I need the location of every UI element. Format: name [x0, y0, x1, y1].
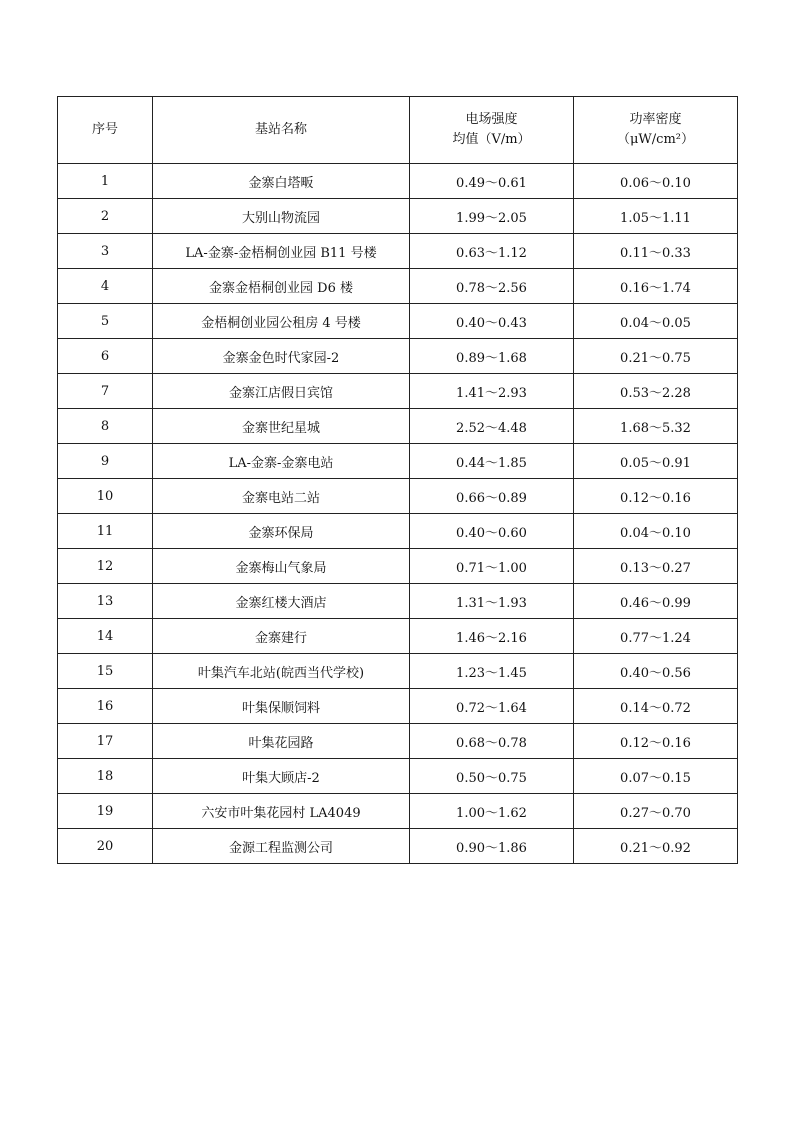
measurement-table [57, 96, 738, 864]
cell-field-strength: 0.66～0.89 [410, 479, 574, 514]
cell-field-strength: 0.71～1.00 [410, 549, 574, 584]
cell-index: 17 [58, 724, 153, 759]
header-field-strength [410, 97, 574, 164]
cell-power-density: 0.06～0.10 [574, 164, 738, 199]
cell-field-strength: 0.72～1.64 [410, 689, 574, 724]
table-row [58, 549, 738, 584]
cell-index: 6 [58, 339, 153, 374]
cell-index: 20 [58, 829, 153, 864]
cell-station-name: LA-金寨-金寨电站 [153, 444, 410, 479]
cell-station-name: 叶集汽车北站(皖西当代学校) [153, 654, 410, 689]
cell-power-density: 0.11～0.33 [574, 234, 738, 269]
cell-field-strength: 0.49～0.61 [410, 164, 574, 199]
table-row [58, 724, 738, 759]
cell-power-density: 0.16～1.74 [574, 269, 738, 304]
cell-index: 13 [58, 584, 153, 619]
cell-index: 16 [58, 689, 153, 724]
cell-field-strength: 0.78～2.56 [410, 269, 574, 304]
cell-power-density: 0.21～0.92 [574, 829, 738, 864]
table-row [58, 164, 738, 199]
cell-field-strength: 1.99～2.05 [410, 199, 574, 234]
cell-field-strength: 2.52～4.48 [410, 409, 574, 444]
cell-index: 4 [58, 269, 153, 304]
header-power-density [574, 97, 738, 164]
cell-index: 10 [58, 479, 153, 514]
table-row [58, 689, 738, 724]
table-row [58, 759, 738, 794]
cell-power-density: 0.21～0.75 [574, 339, 738, 374]
cell-field-strength: 0.40～0.43 [410, 304, 574, 339]
cell-station-name: LA-金寨-金梧桐创业园 B11 号楼 [153, 234, 410, 269]
cell-station-name: 金寨世纪星城 [153, 409, 410, 444]
cell-power-density: 0.40～0.56 [574, 654, 738, 689]
cell-field-strength: 1.41～2.93 [410, 374, 574, 409]
cell-station-name: 金寨梅山气象局 [153, 549, 410, 584]
header-field-strength-line1: 电场强度 [465, 112, 518, 127]
cell-index: 15 [58, 654, 153, 689]
cell-field-strength: 0.50～0.75 [410, 759, 574, 794]
table-row [58, 584, 738, 619]
table-row [58, 374, 738, 409]
table-row [58, 479, 738, 514]
cell-station-name: 六安市叶集花园村 LA4049 [153, 794, 410, 829]
cell-index: 7 [58, 374, 153, 409]
table-row [58, 234, 738, 269]
cell-index: 1 [58, 164, 153, 199]
cell-field-strength: 1.31～1.93 [410, 584, 574, 619]
cell-station-name: 金寨电站二站 [153, 479, 410, 514]
cell-power-density: 0.05～0.91 [574, 444, 738, 479]
cell-index: 9 [58, 444, 153, 479]
cell-field-strength: 0.44～1.85 [410, 444, 574, 479]
table-row [58, 794, 738, 829]
table-row [58, 199, 738, 234]
header-station-name: 基站名称 [153, 97, 410, 164]
table-row [58, 304, 738, 339]
cell-power-density: 0.53～2.28 [574, 374, 738, 409]
header-power-density-line1: 功率密度 [629, 112, 682, 127]
cell-station-name: 叶集大顾店-2 [153, 759, 410, 794]
cell-station-name: 大别山物流园 [153, 199, 410, 234]
table-row [58, 409, 738, 444]
header-power-density-line2: （μW/cm²） [616, 132, 694, 147]
cell-field-strength: 1.46～2.16 [410, 619, 574, 654]
cell-field-strength: 0.63～1.12 [410, 234, 574, 269]
header-field-strength-line2: 均值（V/m） [452, 132, 531, 147]
cell-power-density: 1.68～5.32 [574, 409, 738, 444]
cell-index: 19 [58, 794, 153, 829]
cell-index: 14 [58, 619, 153, 654]
cell-station-name: 金寨金色时代家园-2 [153, 339, 410, 374]
cell-index: 2 [58, 199, 153, 234]
cell-power-density: 0.07～0.15 [574, 759, 738, 794]
cell-power-density: 0.04～0.10 [574, 514, 738, 549]
table-row [58, 444, 738, 479]
cell-field-strength: 0.90～1.86 [410, 829, 574, 864]
cell-station-name: 金寨建行 [153, 619, 410, 654]
cell-station-name: 金寨环保局 [153, 514, 410, 549]
cell-field-strength: 1.23～1.45 [410, 654, 574, 689]
cell-power-density: 0.46～0.99 [574, 584, 738, 619]
cell-station-name: 金寨红楼大酒店 [153, 584, 410, 619]
cell-power-density: 0.04～0.05 [574, 304, 738, 339]
cell-index: 12 [58, 549, 153, 584]
table-row [58, 339, 738, 374]
cell-field-strength: 0.89～1.68 [410, 339, 574, 374]
table-header-row [58, 97, 738, 164]
cell-field-strength: 1.00～1.62 [410, 794, 574, 829]
cell-field-strength: 0.40～0.60 [410, 514, 574, 549]
cell-station-name: 叶集花园路 [153, 724, 410, 759]
cell-station-name: 金源工程监测公司 [153, 829, 410, 864]
cell-power-density: 0.12～0.16 [574, 724, 738, 759]
table-row [58, 829, 738, 864]
cell-power-density: 1.05～1.11 [574, 199, 738, 234]
cell-station-name: 金梧桐创业园公租房 4 号楼 [153, 304, 410, 339]
cell-power-density: 0.13～0.27 [574, 549, 738, 584]
cell-station-name: 金寨白塔畈 [153, 164, 410, 199]
cell-power-density: 0.14～0.72 [574, 689, 738, 724]
cell-index: 3 [58, 234, 153, 269]
cell-field-strength: 0.68～0.78 [410, 724, 574, 759]
table-row [58, 269, 738, 304]
cell-index: 8 [58, 409, 153, 444]
cell-index: 5 [58, 304, 153, 339]
cell-index: 11 [58, 514, 153, 549]
table-body [58, 164, 738, 864]
header-index: 序号 [58, 97, 153, 164]
table-row [58, 654, 738, 689]
cell-power-density: 0.27～0.70 [574, 794, 738, 829]
cell-index: 18 [58, 759, 153, 794]
cell-station-name: 叶集保顺饲料 [153, 689, 410, 724]
table-row [58, 619, 738, 654]
cell-station-name: 金寨江店假日宾馆 [153, 374, 410, 409]
cell-power-density: 0.77～1.24 [574, 619, 738, 654]
cell-power-density: 0.12～0.16 [574, 479, 738, 514]
cell-station-name: 金寨金梧桐创业园 D6 楼 [153, 269, 410, 304]
table-row [58, 514, 738, 549]
